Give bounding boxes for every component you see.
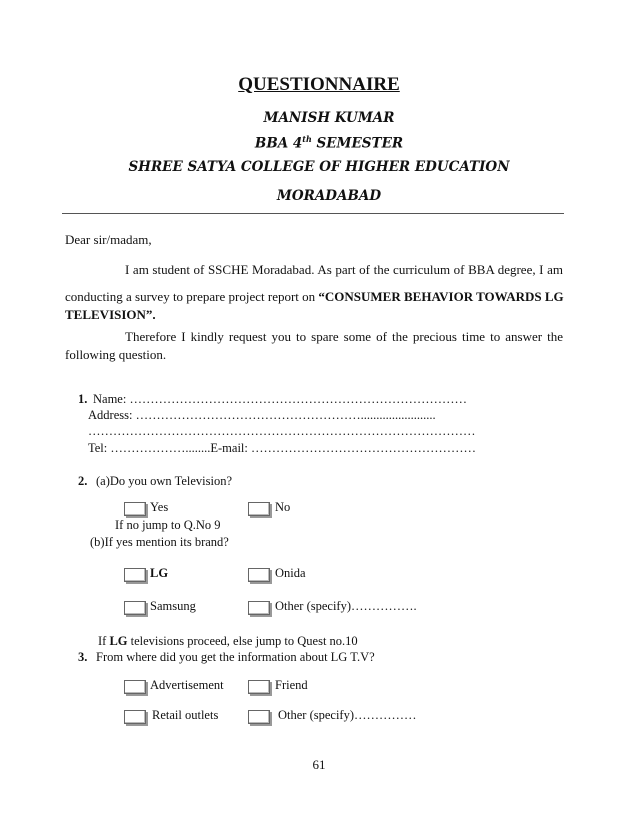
tel-email-field[interactable]: Tel: ………………........E-mail: ……………………………………………… bbox=[88, 441, 476, 455]
name-field[interactable]: Name: ……………………………………………………………………… bbox=[93, 392, 467, 406]
option-friend-label: Friend bbox=[275, 678, 308, 692]
semester-line bbox=[10, 134, 638, 152]
address-field-continued[interactable]: ………………………………………………………………………………… bbox=[88, 424, 476, 438]
author-name: MANISH KUMAR bbox=[263, 110, 395, 126]
checkbox-no[interactable] bbox=[248, 502, 270, 516]
option-other-brand-label: Other (specify)……………. bbox=[275, 599, 417, 613]
letter-line-2-text: conducting a survey to prepare project report on bbox=[65, 289, 319, 304]
city-name: MORADABAD bbox=[276, 188, 382, 204]
checkbox-lg[interactable] bbox=[124, 568, 146, 582]
option-onida-label: Onida bbox=[275, 566, 306, 580]
proceed-note-suffix: televisions proceed, else jump to Quest no.10 bbox=[127, 634, 358, 648]
option-other-source-label: Other (specify)…………… bbox=[278, 708, 417, 722]
proceed-note-brand: LG bbox=[109, 634, 128, 648]
checkbox-friend[interactable] bbox=[248, 680, 270, 694]
checkbox-retail-outlets[interactable] bbox=[124, 710, 146, 724]
letter-line-5: following question. bbox=[65, 347, 167, 362]
question-2-number-text: 2. bbox=[78, 474, 88, 488]
salutation: Dear sir/madam, bbox=[65, 232, 152, 247]
question-2b-text: (b)If yes mention its brand? bbox=[90, 535, 229, 549]
option-retail-outlets-label: Retail outlets bbox=[152, 708, 219, 722]
question-1-number-text: 1. bbox=[78, 392, 88, 406]
option-no-label: No bbox=[275, 500, 291, 514]
checkbox-onida[interactable] bbox=[248, 568, 270, 582]
semester-suffix: SEMESTER bbox=[311, 135, 404, 152]
semester-prefix: BBA 4 bbox=[254, 135, 303, 152]
question-2a-text: (a)Do you own Television? bbox=[96, 474, 233, 488]
letter-line-4: Therefore I kindly request you to spare some of the precious time to answer the bbox=[125, 329, 563, 344]
option-advertisement-label: Advertisement bbox=[150, 678, 224, 692]
option-lg-text: LG bbox=[150, 566, 169, 580]
checkbox-other-brand[interactable] bbox=[248, 601, 270, 615]
option-lg-label bbox=[150, 566, 168, 581]
letter-line-1: I am student of SSCHE Moradabad. As part of the curriculum of BBA degree, I am bbox=[125, 262, 563, 277]
header-divider bbox=[62, 213, 564, 214]
page-number: 61 bbox=[312, 757, 326, 772]
report-title-part-2-text: TELEVISION”. bbox=[65, 307, 156, 322]
semester-superscript: th bbox=[302, 134, 312, 144]
checkbox-yes[interactable] bbox=[124, 502, 146, 516]
page-title: QUESTIONNAIRE bbox=[238, 74, 400, 95]
checkbox-other-source[interactable] bbox=[248, 710, 270, 724]
question-3-number-text: 3. bbox=[78, 650, 88, 664]
checkbox-samsung[interactable] bbox=[124, 601, 146, 615]
college-name: SHREE SATYA COLLEGE OF HIGHER EDUCATION bbox=[128, 159, 510, 175]
jump-note: If no jump to Q.No 9 bbox=[115, 518, 221, 532]
option-samsung-label: Samsung bbox=[150, 599, 196, 613]
letter-line-2 bbox=[65, 289, 563, 305]
question-3-number bbox=[78, 650, 87, 665]
proceed-note-prefix: If bbox=[98, 634, 110, 648]
report-title-part-1: “CONSUMER BEHAVIOR TOWARDS LG bbox=[318, 289, 564, 304]
proceed-note bbox=[98, 634, 358, 649]
report-title-part-2 bbox=[65, 307, 156, 323]
question-3-text: From where did you get the information about LG T.V? bbox=[96, 650, 375, 664]
option-yes-label: Yes bbox=[150, 500, 169, 514]
address-field[interactable]: Address: ………………………………………………........................ bbox=[88, 408, 436, 422]
question-2-number bbox=[78, 474, 87, 489]
question-1-number bbox=[78, 392, 87, 407]
checkbox-advertisement[interactable] bbox=[124, 680, 146, 694]
